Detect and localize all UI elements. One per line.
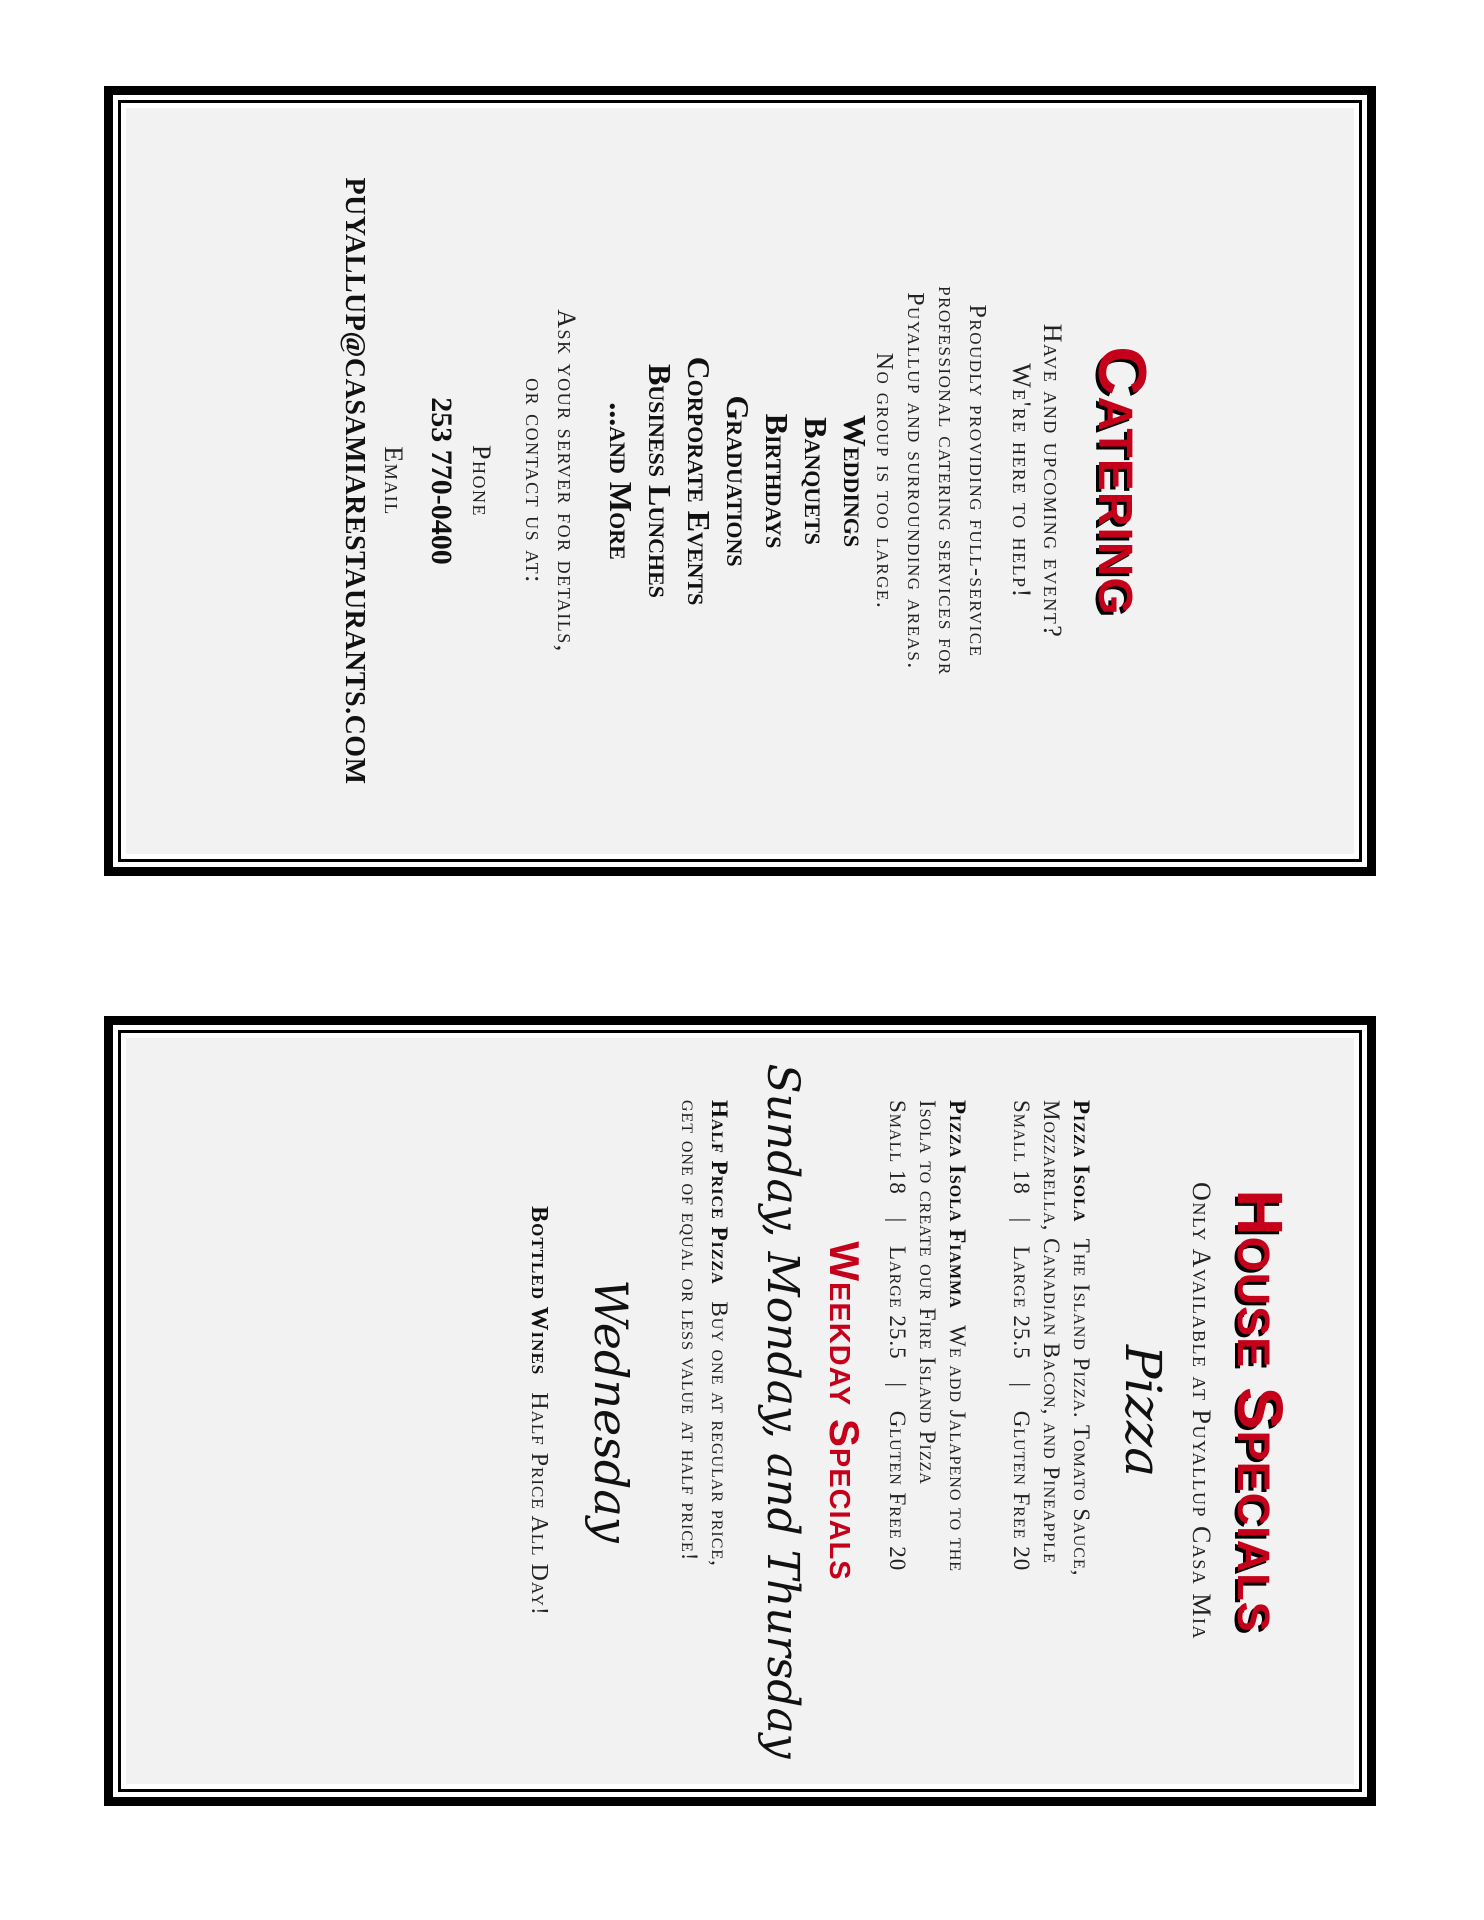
price-value: 20 [1009, 1546, 1034, 1572]
weekday-days-script: Sunday, Monday, and Thursday [757, 1063, 808, 1759]
price-value: 25.5 [885, 1315, 910, 1360]
catering-contact-prompt [518, 108, 582, 854]
contact-prompt-line: or contact us at: [520, 378, 549, 584]
menu-item-prices [882, 1100, 912, 1738]
weekday-specials-title: Weekday Specials [821, 1241, 868, 1581]
menu-item-description: get one of equal or less value at half price! [677, 1100, 702, 1562]
price-label: Small [885, 1100, 910, 1164]
catering-event-list [601, 108, 874, 854]
event-item: ...and More [603, 402, 639, 560]
event-item: Graduations [720, 395, 756, 567]
price-value: 25.5 [1009, 1315, 1034, 1360]
wine-special-description: Half Price All Day! [526, 1392, 552, 1616]
menu-item [882, 1100, 972, 1738]
menu-item-description: The Island Pizza. Tomato Sauce, [1069, 1238, 1094, 1577]
price-value: 18 [1009, 1169, 1034, 1195]
event-item: Weddings [837, 414, 873, 548]
contact-prompt-line: Ask your server for details, [552, 309, 581, 653]
specials-content [126, 1038, 1354, 1784]
catering-description [868, 108, 992, 854]
catering-description-line: Proudly providing full-service [964, 304, 990, 658]
menu-item [674, 1100, 734, 1738]
price-separator: | [885, 1382, 910, 1388]
price-value: 20 [885, 1546, 910, 1572]
catering-intro [1006, 108, 1068, 854]
menu-item-name: Half Price Pizza [707, 1100, 732, 1285]
event-item: Birthdays [759, 413, 795, 549]
price-separator: | [885, 1217, 910, 1224]
phone-label: Phone [467, 445, 496, 517]
menu-item [1006, 1100, 1096, 1738]
catering-title: Catering [1084, 346, 1160, 616]
event-item: Business Lunches [642, 363, 678, 599]
wine-special [525, 1038, 552, 1784]
menu-item-description: Buy one at regular price, [707, 1301, 732, 1567]
catering-description-line: No group is too large. [871, 352, 897, 610]
house-specials-subtitle: Only Available at Puyallup Casa Mia [1187, 1182, 1216, 1640]
menu-item-prices [1006, 1100, 1036, 1738]
catering-card [104, 86, 1376, 876]
price-separator: | [1009, 1217, 1034, 1224]
specials-panel [126, 1038, 1354, 1784]
price-label: Large [1009, 1245, 1034, 1309]
catering-intro-line: We're here to help! [1007, 363, 1036, 599]
price-label: Gluten Free [885, 1410, 910, 1540]
menu-item-description: Isola to create our Fire Island Pizza [915, 1100, 940, 1485]
wednesday-script: Wednesday [584, 1279, 638, 1543]
menu-item-description: We add Jalapeno to the [945, 1325, 970, 1573]
menu-item-name: Pizza Isola [1069, 1100, 1094, 1223]
email-label: Email [379, 446, 408, 516]
menu-item-line [1066, 1100, 1096, 1738]
menu-item-description: Mozzarella, Canadian Bacon, and Pineapple [1039, 1100, 1064, 1564]
specials-card [104, 1016, 1376, 1806]
menu-item-line [942, 1100, 972, 1738]
wine-special-name: Bottled Wines [526, 1206, 552, 1376]
price-value: 18 [885, 1169, 910, 1195]
price-label: Small [1009, 1100, 1034, 1164]
event-item: Corporate Events [681, 356, 717, 606]
price-label: Gluten Free [1009, 1410, 1034, 1540]
menu-item-name: Pizza Isola Fiamma [945, 1100, 970, 1309]
price-label: Large [885, 1245, 910, 1309]
catering-description-line: Puyallup and surrounding areas. [902, 292, 928, 670]
pizza-script-heading: Pizza [1114, 1344, 1172, 1478]
menu-item-line [704, 1100, 734, 1738]
price-separator: | [1009, 1382, 1034, 1388]
catering-intro-line: Have and upcoming event? [1038, 323, 1067, 639]
catering-description-line: professional catering services for [933, 286, 959, 676]
house-specials-title: House Specials [1224, 1189, 1296, 1633]
catering-content [126, 108, 1354, 854]
catering-panel [126, 108, 1354, 854]
phone-number[interactable]: 253 770-0400 [425, 397, 458, 565]
email-address[interactable]: PUYALLUP@CASAMIARESTAURANTS.COM [339, 177, 370, 785]
event-item: Banquets [798, 417, 834, 545]
